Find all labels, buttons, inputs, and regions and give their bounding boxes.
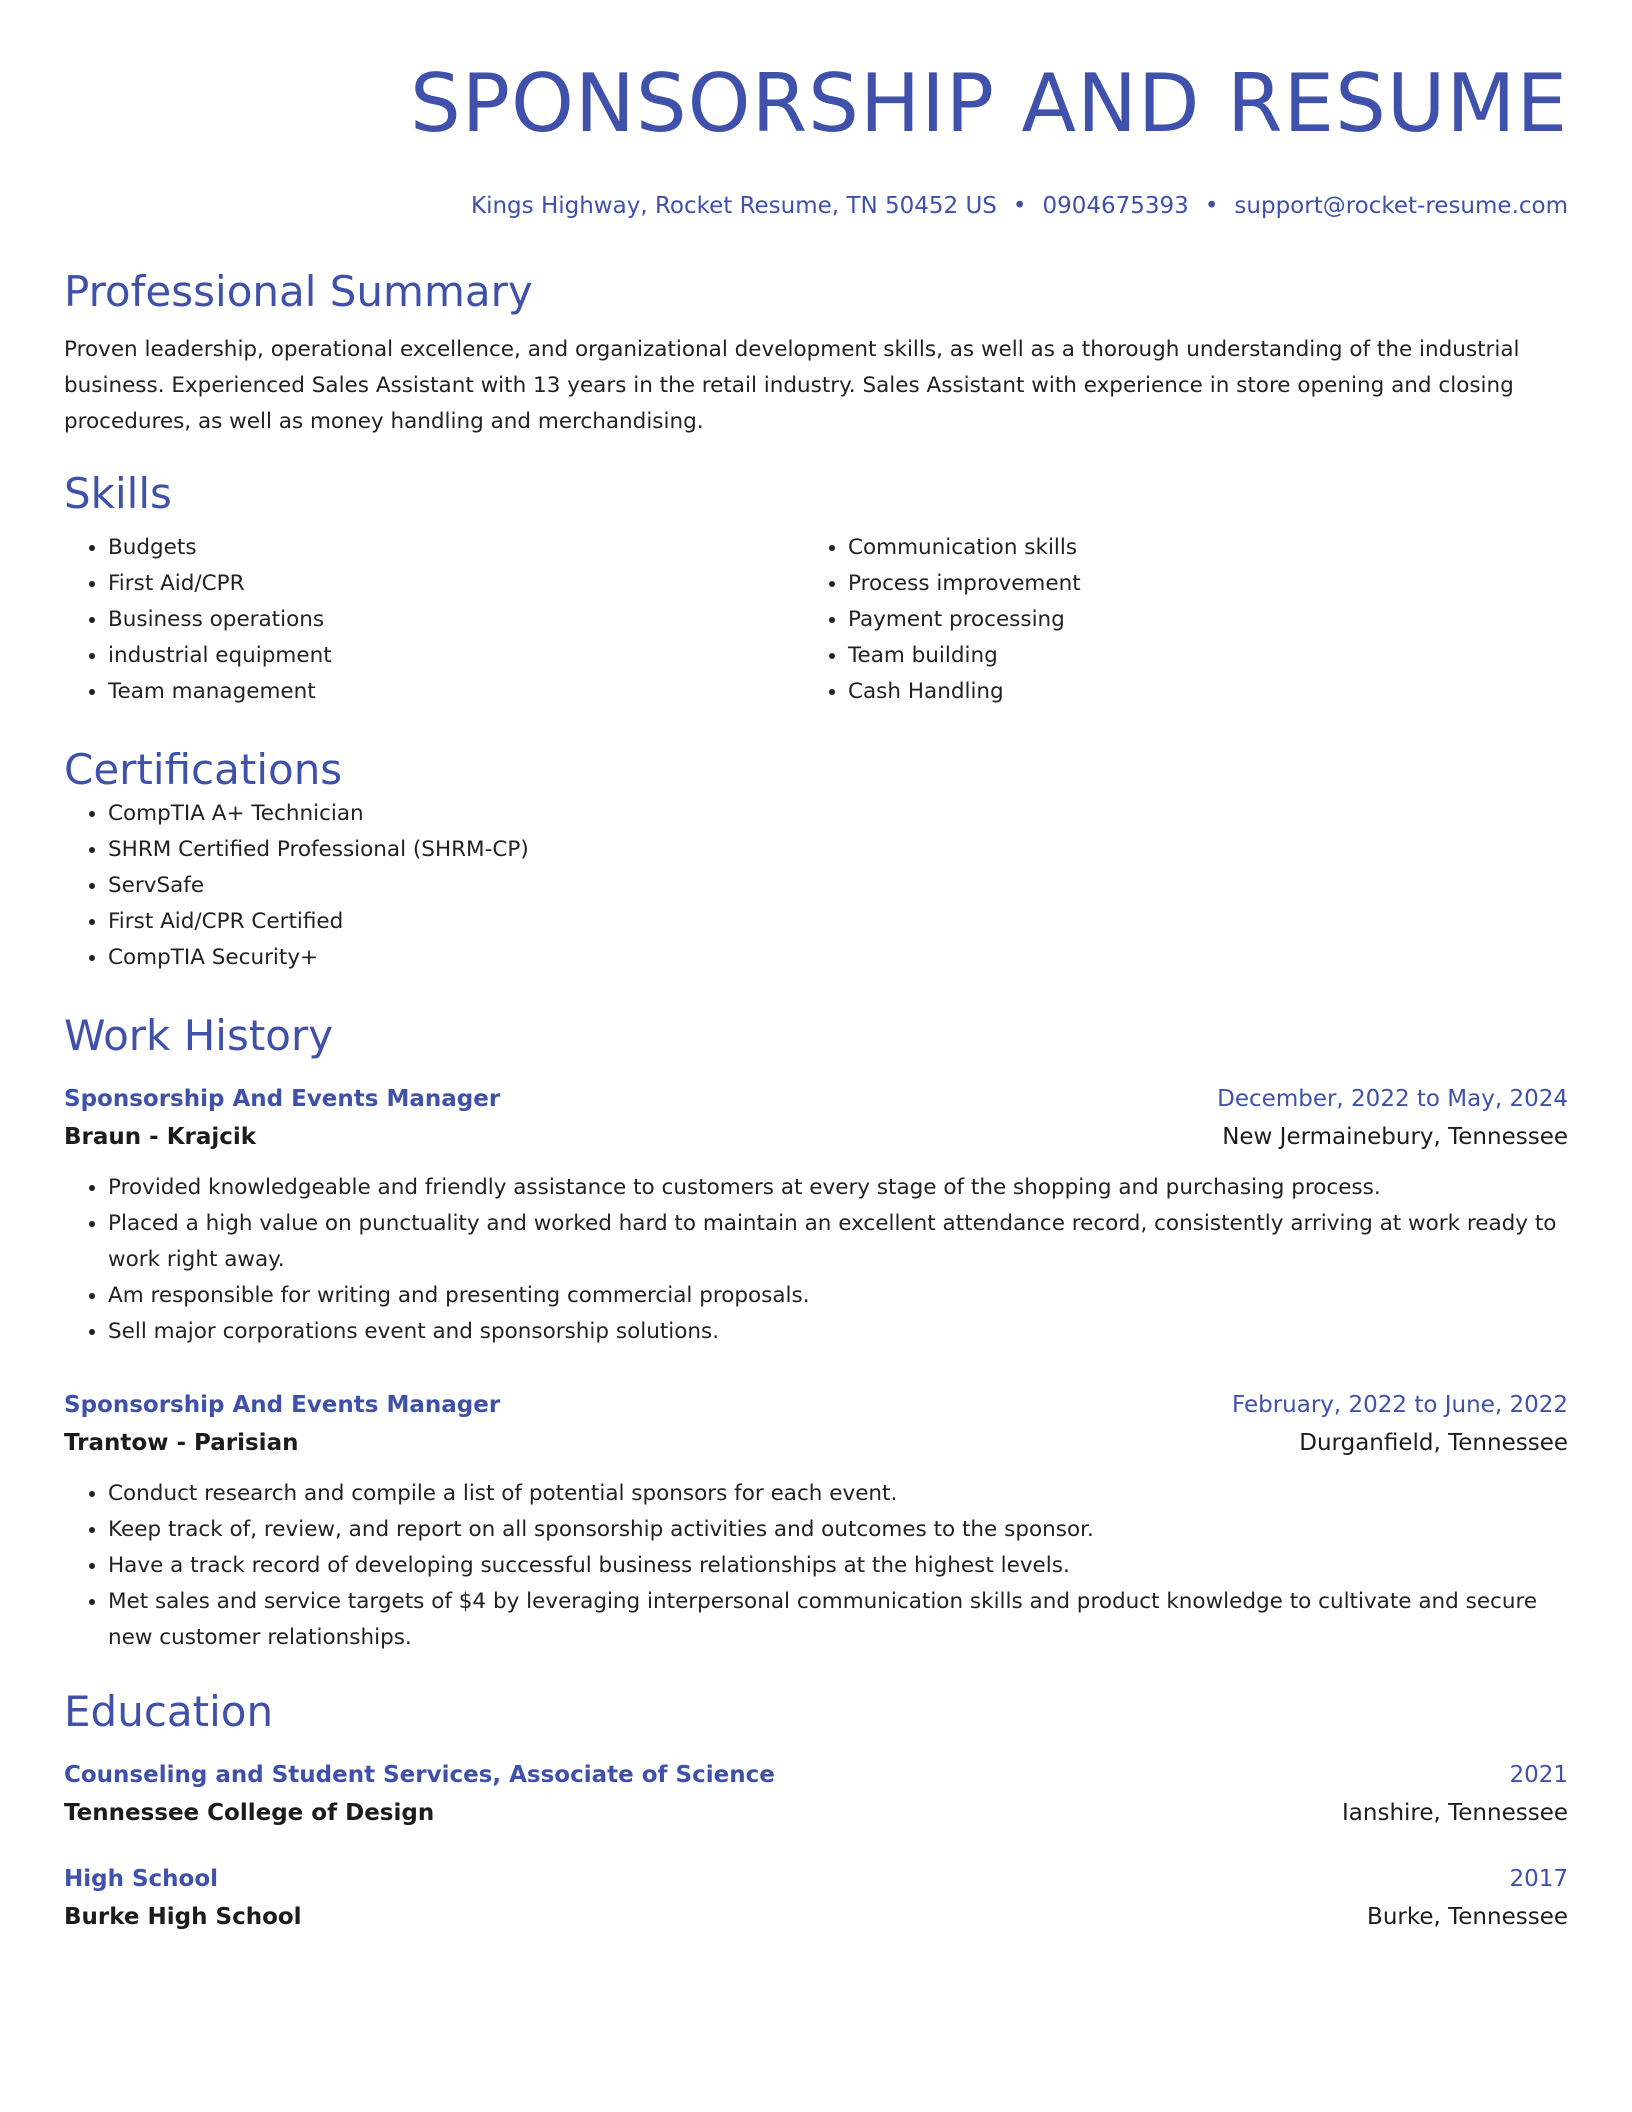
education-header-row bbox=[64, 1756, 1568, 1794]
education-school-row bbox=[64, 1898, 1568, 1936]
candidate-name: SPONSORSHIP AND RESUME bbox=[409, 57, 1568, 150]
certification-item: • ServSafe bbox=[108, 868, 1568, 904]
summary-text: Proven leadership, operational excellence, and organizational development skills, as well as a thorough understanding of the industrial business. Experienced Sales Assistant with 13 years in the retail industry. Sales Assistant with experience in store opening and closing procedures, as well as money handling and merchandising. bbox=[64, 337, 1520, 434]
certifications-heading: Certifications bbox=[64, 745, 343, 794]
job-bullet: • Keep track of, review, and report on all sponsorship activities and outcomes to the sponsor. bbox=[108, 1512, 1568, 1548]
job-header-row bbox=[64, 1386, 1568, 1424]
skill-item: • First Aid/CPR bbox=[108, 566, 804, 602]
education-year: 2021 bbox=[1509, 1762, 1568, 1788]
job-dates: February, 2022 to June, 2022 bbox=[1231, 1392, 1568, 1418]
skill-item: • Team management bbox=[108, 674, 804, 710]
job-company-row bbox=[64, 1118, 1568, 1156]
job-dates: December, 2022 to May, 2024 bbox=[1217, 1086, 1568, 1112]
contact-separator: • bbox=[1012, 193, 1027, 219]
certification-item: • CompTIA Security+ bbox=[108, 940, 1568, 976]
summary-heading: Professional Summary bbox=[64, 267, 533, 316]
skills-column-left bbox=[64, 530, 804, 710]
job-entry bbox=[64, 1386, 1568, 1656]
job-bullet: • Placed a high value on punctuality and worked hard to maintain an excellent attendance record, consistently arriving at work ready to work right away. bbox=[108, 1206, 1568, 1278]
job-bullet: • Conduct research and compile a list of potential sponsors for each event. bbox=[108, 1476, 1568, 1512]
skill-item: • Business operations bbox=[108, 602, 804, 638]
skill-item: • Budgets bbox=[108, 530, 804, 566]
job-bullet: • Met sales and service targets of $4 by leveraging interpersonal communication skills and product knowledge to cultivate and secure new customer relationships. bbox=[108, 1584, 1568, 1656]
certification-item: • CompTIA A+ Technician bbox=[108, 796, 1568, 832]
education-location: Ianshire, Tennessee bbox=[1342, 1800, 1568, 1826]
job-bullets bbox=[64, 1476, 1568, 1656]
skill-item: • Communication skills bbox=[848, 530, 1544, 566]
job-location: New Jermainebury, Tennessee bbox=[1222, 1124, 1568, 1150]
skills-list-left bbox=[64, 530, 804, 710]
skill-item: • Cash Handling bbox=[848, 674, 1544, 710]
job-company: Braun - Krajcik bbox=[64, 1124, 257, 1150]
job-bullet: • Have a track record of developing successful business relationships at the highest levels. bbox=[108, 1548, 1568, 1584]
certification-item: • First Aid/CPR Certified bbox=[108, 904, 1568, 940]
education-school-row bbox=[64, 1794, 1568, 1832]
education-school: Burke High School bbox=[64, 1904, 302, 1930]
job-bullet: • Sell major corporations event and sponsorship solutions. bbox=[108, 1314, 1568, 1350]
education-entry bbox=[64, 1756, 1568, 1832]
certification-item: • SHRM Certified Professional (SHRM-CP) bbox=[108, 832, 1568, 868]
job-company-row bbox=[64, 1424, 1568, 1462]
education-entry bbox=[64, 1860, 1568, 1936]
education-location: Burke, Tennessee bbox=[1367, 1904, 1568, 1930]
resume-header bbox=[64, 52, 1568, 220]
skills-column-right bbox=[804, 530, 1544, 710]
education-degree: High School bbox=[64, 1866, 219, 1892]
job-location: Durganfield, Tennessee bbox=[1299, 1430, 1568, 1456]
education-heading: Education bbox=[64, 1687, 274, 1736]
skills-list-right bbox=[804, 530, 1544, 710]
work-history-heading: Work History bbox=[64, 1011, 334, 1060]
skill-item: • Payment processing bbox=[848, 602, 1544, 638]
job-company: Trantow - Parisian bbox=[64, 1430, 299, 1456]
contact-address: Kings Highway, Rocket Resume, TN 50452 US bbox=[471, 193, 997, 219]
education-degree: Counseling and Student Services, Associate of Science bbox=[64, 1762, 775, 1788]
education-year: 2017 bbox=[1509, 1866, 1568, 1892]
job-bullet: • Provided knowledgeable and friendly assistance to customers at every stage of the shopping and purchasing process. bbox=[108, 1170, 1568, 1206]
contact-separator: • bbox=[1204, 193, 1219, 219]
job-header-row bbox=[64, 1080, 1568, 1118]
skills-columns bbox=[64, 530, 1568, 710]
contact-email: support@rocket-resume.com bbox=[1234, 193, 1568, 219]
contact-line bbox=[64, 192, 1568, 220]
skill-item: • Team building bbox=[848, 638, 1544, 674]
education-school: Tennessee College of Design bbox=[64, 1800, 435, 1826]
job-bullets bbox=[64, 1170, 1568, 1350]
skill-item: • industrial equipment bbox=[108, 638, 804, 674]
skill-item: • Process improvement bbox=[848, 566, 1544, 602]
job-bullet: • Am responsible for writing and presenting commercial proposals. bbox=[108, 1278, 1568, 1314]
job-title: Sponsorship And Events Manager bbox=[64, 1392, 501, 1418]
skills-heading: Skills bbox=[64, 469, 172, 518]
contact-phone: 0904675393 bbox=[1042, 193, 1189, 219]
job-title: Sponsorship And Events Manager bbox=[64, 1086, 501, 1112]
education-header-row bbox=[64, 1860, 1568, 1898]
certifications-list bbox=[64, 796, 1568, 976]
job-entry bbox=[64, 1080, 1568, 1350]
